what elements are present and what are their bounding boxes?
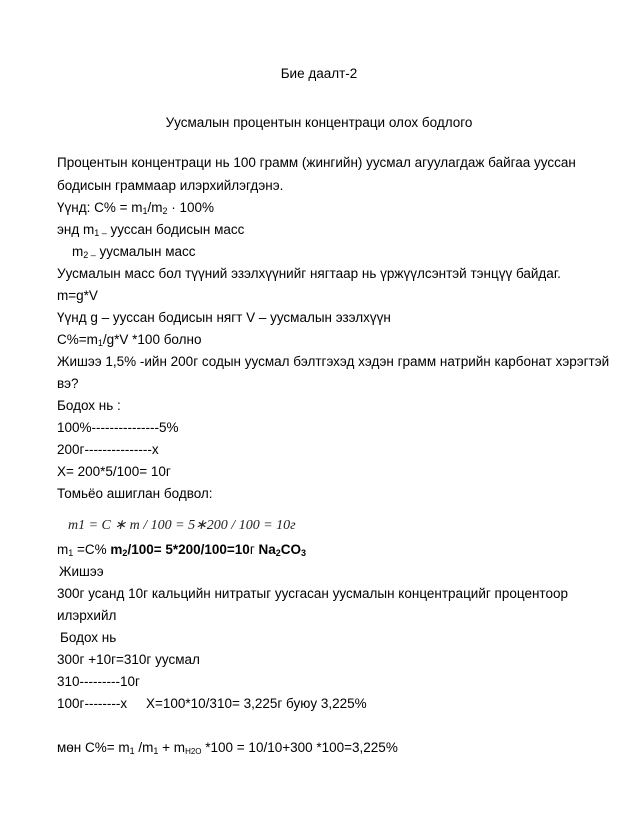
mgv-formula: m=g*V	[57, 288, 98, 303]
example2-line-1: 300г усанд 10г кальцийн нитратыг уусгасан уусмалын концентрацийг процентоор	[57, 586, 568, 601]
definition-m2: $m_{2 -}$ уусмалын масс	[72, 244, 196, 260]
document-title: Бие даалт-2	[280, 66, 358, 81]
solution2-row-3a: 100г--------x	[57, 696, 128, 711]
solution2-row-1: 300г +10г=310г уусмал	[57, 652, 200, 667]
mass-text: Уусмалын масс бол түүний эзэлхүүнийг нягтаар нь үржүүлсэнтэй тэнцүү байдаг.	[57, 266, 561, 281]
document-subtitle: Уусмалын процентын концентраци олох бодлого	[165, 115, 473, 130]
c-formula: $С\%=m_1/g*V$ *100 болно	[57, 332, 202, 348]
m1-calculation-line: $m_1 =С\%$ $m_2/100= 5*200/100=10г$ $Na_2CO_3$	[57, 542, 307, 558]
example1-line-2: вэ?	[57, 376, 79, 391]
solution1-row-2: 200г---------------x	[57, 442, 159, 457]
solution2-row-3b: X=100*10/310= 3,225г буюу 3,225%	[146, 696, 367, 711]
main-formula: Үүнд: $С\% = m_1/m_2 \cdot 100\%$	[57, 200, 215, 216]
solution2-label: Бодох нь	[60, 630, 117, 645]
italic-formula: m1 = C ∗ m / 100 = 5∗200 / 100 = 10г	[68, 518, 296, 533]
solution1-row-3: X= 200*5/100= 10г	[57, 464, 171, 479]
solution1-row-1: 100%---------------5%	[57, 420, 179, 435]
solution1-label: Бодох нь :	[57, 398, 121, 413]
solution2-row-2: 310---------10г	[57, 674, 140, 689]
definition-m1: энд $m_{1 -}$ уусcан бодисын масс	[57, 222, 245, 238]
intro-line-1: Процентын концентраци нь 100 грамм (жингийн) уусмал агуулагдаж байгаа уусcан	[57, 155, 576, 170]
where-g-text: Үүнд g – уусcан бодисын нягт V – уусмалын эзэлхүүн	[57, 310, 391, 325]
solution1-row-4: Томьёо ашиглан бодвол:	[57, 486, 213, 501]
example2-line-2: илэрхийл	[57, 608, 117, 623]
final-formula: мөн $С\%= m_1$ $/m_1 + mH2O$ *100 = 10/10+300 *100=3,225%	[57, 740, 398, 756]
example1-line-1: Жишээ 1,5% -ийн 200г содын уусмал бэлтгэхэд хэдэн грамм натрийн карбонат хэрэгтэй	[57, 354, 610, 369]
intro-line-2: бодисын граммаар илэрхийлэгдэнэ.	[57, 178, 284, 193]
example2-label: Жишээ	[59, 564, 104, 579]
